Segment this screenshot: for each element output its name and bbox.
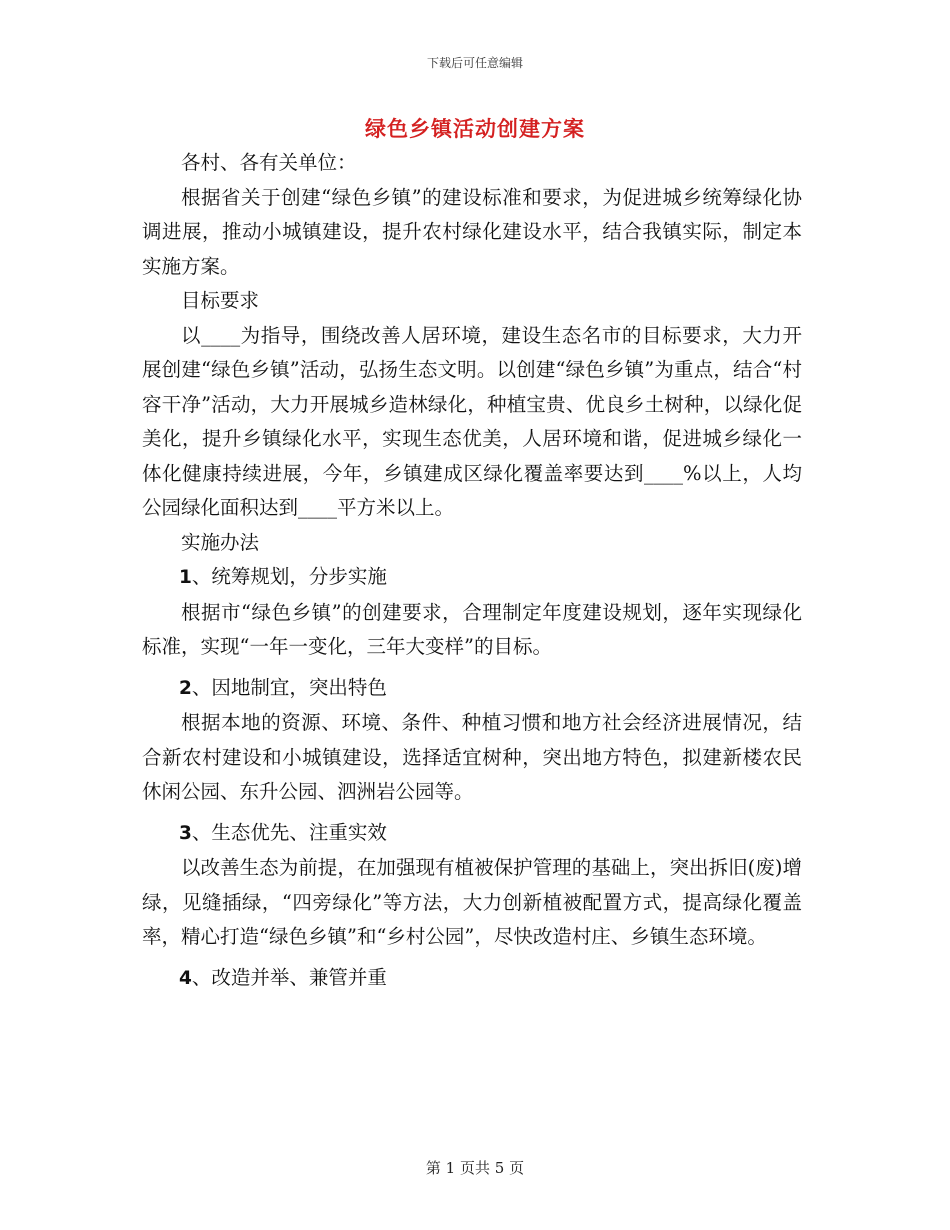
method-item-2-number: 2 xyxy=(179,677,192,699)
goal-paragraph: 以____为指导，围绕改善人居环境，建设生态名市的目标要求，大力开展创建“绿色乡镇”活动，弘扬生态文明。以创建“绿色乡镇”为重点，结合“村容干净”活动，大力开展城乡造林绿化，种植宝贵、优良乡土树种，以绿化促美化，提升乡镇绿化水平，实现生态优美，人居环境和谐，促进城乡绿化一体化健康持续进展，今年，乡镇建成区绿化覆盖率要达到____%以上，人均公园绿化面积达到____平方米以上。 xyxy=(142,323,802,519)
method-item-3-number: 3 xyxy=(179,822,192,844)
method-item-1-heading xyxy=(142,560,802,596)
method-item-1-number: 1 xyxy=(179,567,192,588)
section-heading-method: 实施办法 xyxy=(181,530,260,554)
method-item-2-heading xyxy=(142,671,802,707)
method-item-1-text: 根据市“绿色乡镇”的创建要求，合理制定年度建设规划，逐年实现绿化标准，实现“一年一变化，三年大变样”的目标。 xyxy=(142,600,802,658)
method-item-3-title: 、生态优先、注重实效 xyxy=(191,820,387,844)
section-heading-goal: 目标要求 xyxy=(181,289,260,312)
method-item-1-title: 、统筹规划，分步实施 xyxy=(191,565,387,588)
header-note: 下载后可任意编辑 xyxy=(426,56,523,70)
method-item-2-title: 、因地制宜，突出特色 xyxy=(191,675,387,699)
method-item-4-number: 4 xyxy=(179,967,192,989)
salutation: 各村、各有关单位： xyxy=(181,151,357,174)
method-item-3-heading xyxy=(142,816,802,852)
method-item-4-heading xyxy=(142,961,802,997)
page-footer: 第 1 页共 5 页 xyxy=(425,1159,525,1177)
method-item-3-text: 以改善生态为前提，在加强现有植被保护管理的基础上，突出拆旧(废)增绿，见缝插绿，“四旁绿化”等方法，大力创新植被配置方式，提高绿化覆盖率，精心打造“绿色乡镇”和“乡村公园”，尽快改造村庄、乡镇生态环境。 xyxy=(142,856,802,948)
method-item-4-title: 、改造并举、兼管并重 xyxy=(191,965,387,989)
method-item-2-text: 根据本地的资源、环境、条件、种植习惯和地方社会经济进展情况，结合新农村建设和小城镇建设，选择适宜树种，突出地方特色，拟建新楼农民休闲公园、东升公园、泗洲岩公园等。 xyxy=(142,711,802,803)
intro-paragraph: 根据省关于创建“绿色乡镇”的建设标准和要求，为促进城乡统筹绿化协调进展，推动小城镇建设，提升农村绿化建设水平，结合我镇实际，制定本实施方案。 xyxy=(142,185,802,278)
document-body xyxy=(142,146,802,996)
document-title: 绿色乡镇活动创建方案 xyxy=(365,116,585,141)
